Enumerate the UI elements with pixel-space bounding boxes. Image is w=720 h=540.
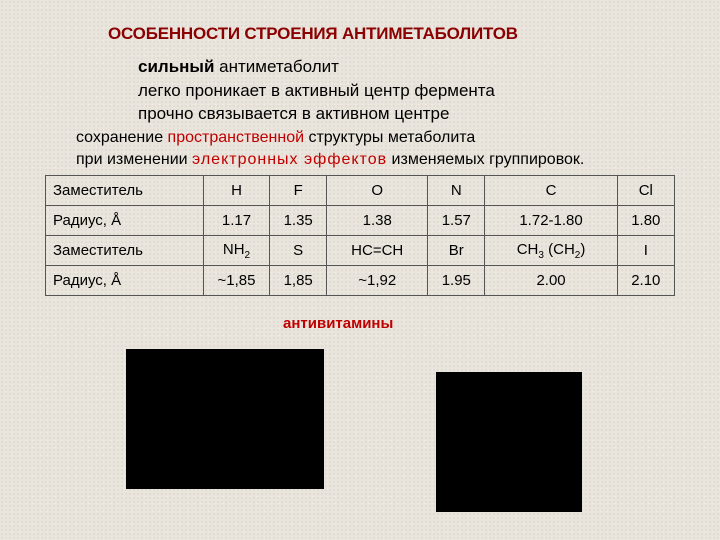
black-image-placeholder-right	[436, 372, 582, 512]
table-cell: Радиус, Å	[46, 266, 204, 296]
table-row	[46, 266, 675, 296]
table-cell: 1.35	[270, 206, 327, 236]
text-line-electronic-effects	[76, 151, 584, 169]
table-cell-nh2	[204, 236, 270, 266]
formula-subscript: 2	[244, 249, 251, 261]
antivitamins-label: антивитамины	[283, 315, 394, 332]
table-cell: F	[270, 176, 327, 206]
text-antimetabolite: антиметаболит	[214, 57, 339, 76]
text-segment: изменяемых группировок.	[387, 151, 585, 168]
table-cell: 1.38	[327, 206, 428, 236]
table-cell: 1.95	[428, 266, 485, 296]
formula-part: (CH	[543, 240, 575, 258]
table-cell: 1,85	[270, 266, 327, 296]
formula-part: CH	[516, 240, 539, 258]
substituent-radius-table	[45, 175, 675, 296]
table-cell: Радиус, Å	[46, 206, 204, 236]
table-cell: ~1,92	[327, 266, 428, 296]
table-cell: 1.57	[428, 206, 485, 236]
formula-subscript: 3	[538, 249, 544, 261]
table-cell: Заместитель	[46, 176, 204, 206]
table-cell: HC=CH	[327, 236, 428, 266]
text-highlight-electronic: электронных эффектов	[192, 151, 388, 168]
table-cell: Br	[428, 236, 485, 266]
text-bold-strong: сильный	[138, 57, 215, 76]
text-segment: структуры метаболита	[304, 129, 476, 146]
formula-subscript: 2	[574, 249, 581, 261]
page-title: ОСОБЕННОСТИ СТРОЕНИЯ АНТИМЕТАБОЛИТОВ	[108, 24, 518, 43]
table-cell: O	[327, 176, 428, 206]
table-cell: ~1,85	[204, 266, 270, 296]
table-cell: H	[204, 176, 270, 206]
table-row	[46, 236, 675, 266]
black-image-placeholder-left	[126, 349, 324, 489]
text-segment: сохранение	[76, 129, 168, 146]
text-segment: при изменении	[76, 151, 193, 168]
table-cell: N	[428, 176, 485, 206]
table-row	[46, 206, 675, 236]
table-cell: 1.17	[204, 206, 270, 236]
table-cell: Cl	[617, 176, 674, 206]
formula-part: )	[580, 240, 586, 258]
table-cell-ch3-ch2	[485, 236, 617, 266]
table-cell: 2.10	[617, 266, 674, 296]
text-line-spatial-structure	[76, 129, 475, 147]
table-cell: 2.00	[485, 266, 617, 296]
text-highlight-spatial: пространственной	[167, 129, 305, 146]
table-cell: S	[270, 236, 327, 266]
table-cell: Заместитель	[46, 236, 204, 266]
table-row	[46, 176, 675, 206]
text-line-binds: прочно связывается в активном центре	[138, 104, 450, 123]
table-cell: 1.80	[617, 206, 674, 236]
table-cell: I	[617, 236, 674, 266]
formula-part: NH	[222, 240, 245, 258]
table-cell: 1.72-1.80	[485, 206, 617, 236]
text-line-strong-antimetabolite	[138, 57, 339, 77]
text-line-penetrates: легко проникает в активный центр фермента	[138, 81, 495, 100]
table-cell: C	[485, 176, 617, 206]
